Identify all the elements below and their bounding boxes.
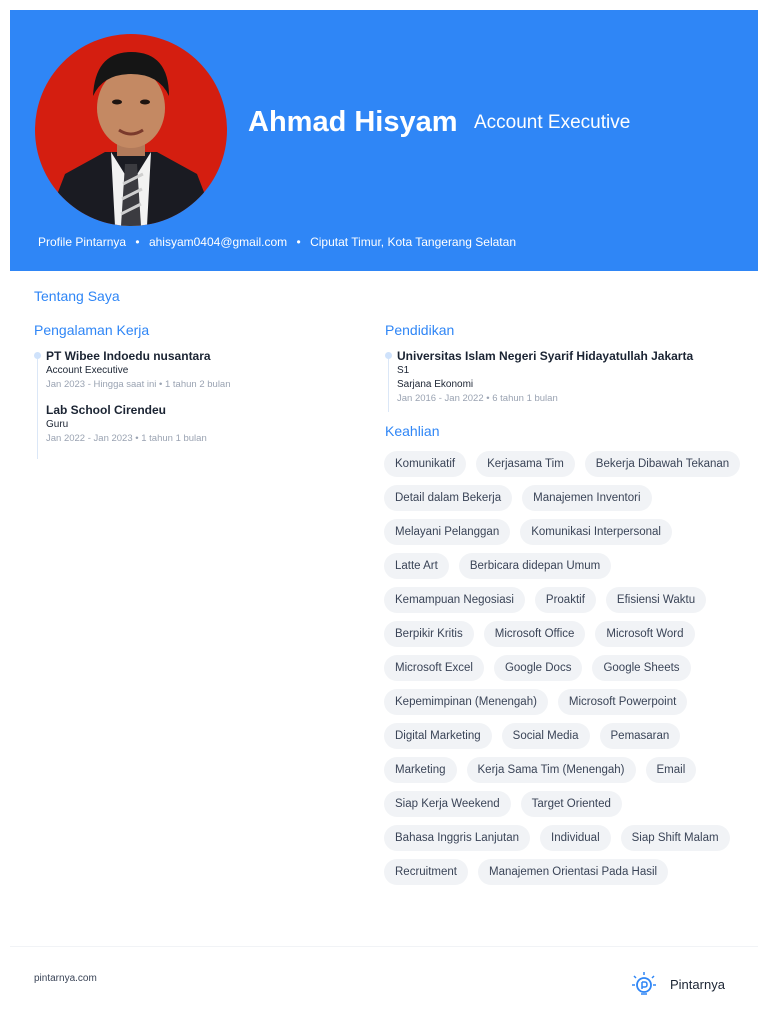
experience-item [34, 348, 354, 392]
footer-divider [10, 946, 758, 947]
experience-item [34, 402, 354, 446]
education-period: Jan 2016 - Jan 2022 • 6 tahun 1 bulan [397, 393, 558, 404]
skill-chip: Bahasa Inggris Lanjutan [384, 825, 530, 851]
skill-chip: Pemasaran [600, 723, 681, 749]
skill-chip: Google Docs [494, 655, 582, 681]
separator-dot: • [296, 235, 301, 249]
skill-chip: Latte Art [384, 553, 449, 579]
about-heading: Tentang Saya [34, 288, 120, 304]
skill-chip: Bekerja Dibawah Tekanan [585, 451, 740, 477]
skill-chip: Kerja Sama Tim (Menengah) [467, 757, 636, 783]
timeline-dot [34, 352, 41, 359]
skills-list [384, 451, 744, 885]
separator-dot: • [135, 235, 140, 249]
skill-chip: Komunikasi Interpersonal [520, 519, 672, 545]
company-name: Lab School Cirendeu [46, 403, 167, 417]
skill-chip: Microsoft Excel [384, 655, 484, 681]
skill-chip: Recruitment [384, 859, 468, 885]
skill-chip: Social Media [502, 723, 590, 749]
school-name: Universitas Islam Negeri Syarif Hidayatullah Jakarta [397, 349, 694, 363]
education-heading: Pendidikan [385, 322, 455, 338]
skill-chip: Individual [540, 825, 611, 851]
skills-heading: Keahlian [385, 423, 440, 439]
profile-link[interactable]: Profile Pintarnya [38, 235, 127, 249]
skill-chip: Microsoft Office [484, 621, 586, 647]
brand-name: Pintarnya [670, 976, 725, 992]
job-role: Account Executive [46, 365, 129, 376]
email[interactable]: ahisyam0404@gmail.com [148, 235, 288, 249]
skill-chip: Kerjasama Tim [476, 451, 575, 477]
profile-header [10, 10, 758, 271]
skill-chip: Google Sheets [592, 655, 690, 681]
skill-chip: Microsoft Powerpoint [558, 689, 687, 715]
skill-chip: Microsoft Word [595, 621, 694, 647]
avatar [35, 34, 227, 226]
location: Ciputat Timur, Kota Tangerang Selatan [310, 235, 516, 249]
skill-chip: Kemampuan Negosiasi [384, 587, 525, 613]
skill-chip: Digital Marketing [384, 723, 492, 749]
candidate-name: Ahmad Hisyam [248, 106, 458, 138]
skill-chip: Proaktif [535, 587, 596, 613]
timeline-dot [385, 352, 392, 359]
skill-chip: Manajemen Inventori [522, 485, 651, 511]
education-level: S1 [397, 365, 410, 376]
candidate-title: Account Executive [474, 112, 631, 133]
skill-chip: Kepemimpinan (Menengah) [384, 689, 548, 715]
skill-chip: Email [646, 757, 697, 783]
education-item [385, 348, 755, 406]
job-role: Guru [46, 419, 69, 430]
footer-url[interactable]: pintarnya.com [34, 973, 97, 984]
skill-chip: Marketing [384, 757, 457, 783]
skill-chip: Berpikir Kritis [384, 621, 474, 647]
skill-chip: Target Oriented [521, 791, 622, 817]
skill-chip: Detail dalam Bekerja [384, 485, 512, 511]
job-period: Jan 2022 - Jan 2023 • 1 tahun 1 bulan [46, 433, 207, 444]
contact-line [38, 235, 516, 249]
skill-chip: Melayani Pelanggan [384, 519, 510, 545]
skill-chip: Efisiensi Waktu [606, 587, 706, 613]
company-name: PT Wibee Indoedu nusantara [46, 349, 211, 363]
experience-heading: Pengalaman Kerja [34, 322, 150, 338]
skill-chip: Manajemen Orientasi Pada Hasil [478, 859, 668, 885]
experience-timeline [34, 348, 354, 456]
profile-photo [35, 34, 227, 226]
skill-chip: Berbicara didepan Umum [459, 553, 611, 579]
skill-chip: Siap Shift Malam [621, 825, 730, 851]
skill-chip: Siap Kerja Weekend [384, 791, 511, 817]
skill-chip: Komunikatif [384, 451, 466, 477]
education-timeline [385, 348, 755, 416]
brand [630, 970, 725, 998]
pintarnya-logo-icon [630, 970, 658, 998]
job-period: Jan 2023 - Hingga saat ini • 1 tahun 2 bulan [46, 379, 231, 390]
education-major: Sarjana Ekonomi [397, 379, 474, 390]
